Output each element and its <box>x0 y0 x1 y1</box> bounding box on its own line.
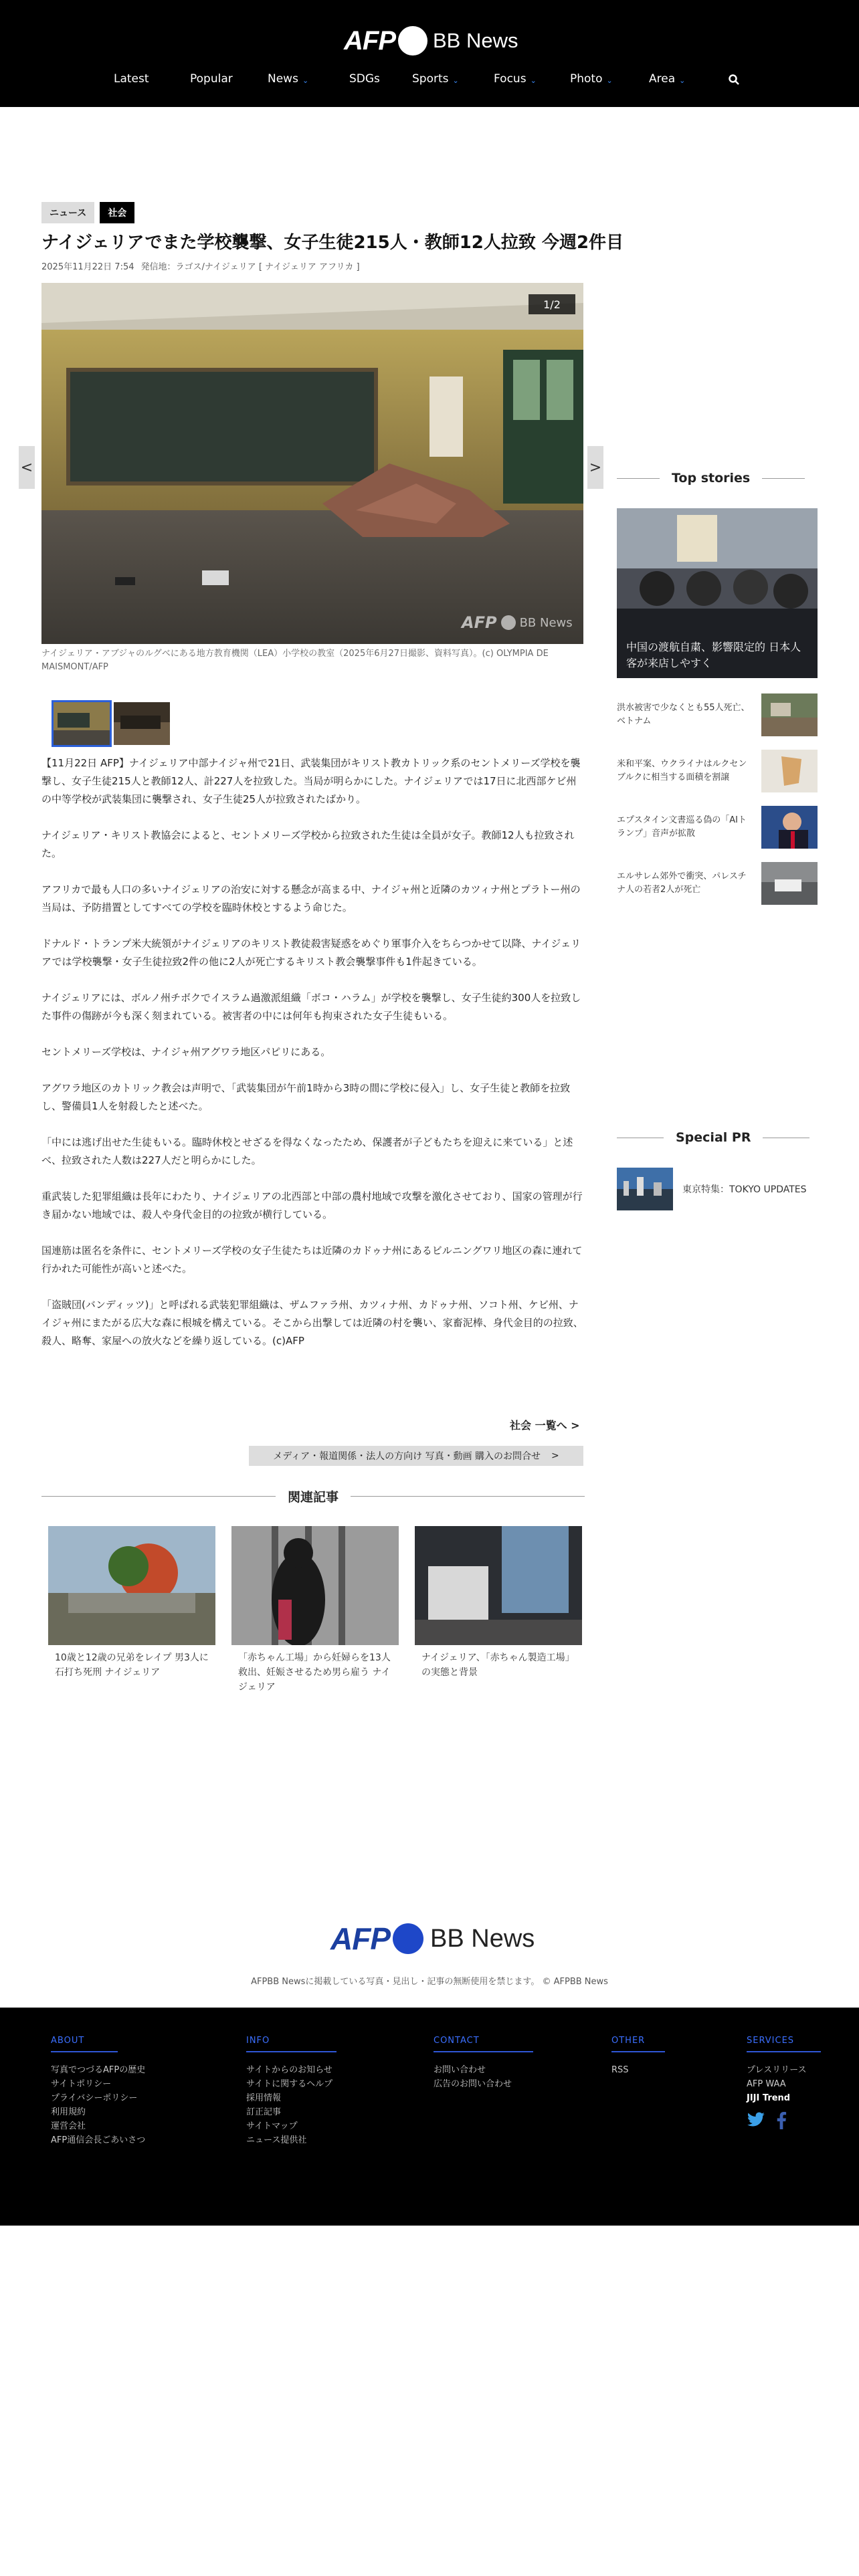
pr-image <box>617 1168 673 1210</box>
article-paragraph: ナイジェリア・キリスト教協会によると、セントメリーズ学校から拉致された生徒は全員が女子。教師12人も拉致された。 <box>41 829 575 859</box>
article-date: 2025年11月22日 7:54 <box>41 262 134 272</box>
special-pr-heading <box>617 1130 809 1145</box>
article-paragraph: 「盗賊団(バンディッツ)」と呼ばれる武装犯罪組織は、ザムファラ州、カツィナ州、カドゥナ州、ソコト州、ケビ州、ナイジャ州にまたがる広大な森に根城を構えている。そこから出撃しては近隣の村を襲い、家畜泥棒、身代金目的の拉致、殺人、略奪、家屋への放火などを繰り返している。(c)AFP <box>41 1299 583 1347</box>
photo-thumbnails <box>54 702 170 745</box>
category-list-link[interactable]: 社会 一覧へ > <box>510 1419 580 1432</box>
article-title: ナイジェリアでまた学校襲撃、女子生徒215人・教師12人拉致 今週2件目 <box>41 233 624 253</box>
footer-column-other <box>611 2033 665 2077</box>
top-story-title: 洪水被害で少なくとも55人死亡、ベトナム <box>617 703 750 726</box>
related-title: 「赤ちゃん工場」から妊婦らを13人救出、妊娠させるため男ら雇う ナイジェリア <box>238 1652 391 1693</box>
footer-link[interactable]: プライバシーポリシー <box>51 2093 138 2103</box>
footer-link[interactable]: ニュース提供社 <box>246 2135 307 2145</box>
top-story-title: 米和平案、ウクライナはルクセンブルクに相当する面積を割譲 <box>617 759 747 782</box>
chevron-down-icon: ⌄ <box>679 76 686 85</box>
site-header <box>0 0 859 107</box>
top-story-image <box>761 750 818 792</box>
divider <box>41 1496 276 1497</box>
chevron-down-icon: ⌄ <box>452 76 459 85</box>
related-card[interactable] <box>48 1526 215 1695</box>
main-nav <box>0 72 859 92</box>
top-story-image <box>761 693 818 736</box>
related-card[interactable] <box>231 1526 399 1695</box>
facebook-icon[interactable] <box>776 2112 787 2132</box>
footer-link[interactable]: プレスリリース <box>747 2065 807 2075</box>
media-contact-button[interactable] <box>249 1446 583 1466</box>
article-meta <box>41 259 360 272</box>
copyright-text: AFPBB Newsに掲載している写真・見出し・記事の無断使用を禁じます。 © AFPBB News <box>251 1977 608 1987</box>
chevron-down-icon: ⌄ <box>606 76 613 85</box>
footer-heading: OTHER <box>611 2036 665 2052</box>
tag-society[interactable]: 社会 <box>100 202 134 223</box>
top-story-title: エプスタイン文書巡る偽の「AIトランプ」音声が拡散 <box>617 815 747 839</box>
main-photo[interactable] <box>41 283 583 644</box>
footer-logo-bbnews: BB News <box>430 1924 535 1953</box>
nav-popular[interactable]: Popular <box>190 72 233 86</box>
footer-column-contact <box>434 2033 533 2091</box>
logo-bbnews: BB News <box>433 29 518 52</box>
special-pr-title: Special PR <box>676 1130 751 1145</box>
photo-counter: 1/2 <box>529 294 575 314</box>
footer-link[interactable]: 運営会社 <box>51 2121 86 2131</box>
special-pr-item[interactable] <box>617 1168 807 1210</box>
footer-heading: INFO <box>246 2036 337 2052</box>
twitter-icon[interactable] <box>747 2112 765 2132</box>
logo-afp: AFP <box>344 25 395 56</box>
footer-link[interactable]: サイトポリシー <box>51 2079 112 2089</box>
article-paragraph: セントメリーズ学校は、ナイジャ州アグワラ地区パピリにある。 <box>41 1046 331 1058</box>
top-story-item[interactable] <box>617 802 818 852</box>
footer-link[interactable]: サイトマップ <box>246 2121 298 2131</box>
related-title: 関連記事 <box>288 1490 339 1505</box>
pr-title: 東京特集：TOKYO UPDATES <box>682 1184 807 1195</box>
tag-news[interactable]: ニュース <box>41 202 94 223</box>
article-paragraph: 「中には逃げ出せた生徒もいる。臨時休校とせざるを得なくなったため、保護者が子どもたちを迎えに来ている」と述べ、拉致された人数は227人だと明らかにした。 <box>41 1136 573 1166</box>
related-title: ナイジェリア、「赤ちゃん製造工場」の実態と背景 <box>421 1652 575 1678</box>
article-paragraph: アフリカで最も人口の多いナイジェリアの治安に対する懸念が高まる中、ナイジャ州と近隣のカツィナ州とプラトー州の当局は、予防措置としてすべての学校を臨時休校とするよう命じた。 <box>41 883 581 914</box>
footer-logo-circle <box>393 1923 423 1954</box>
article-paragraph: 国連筋は匿名を条件に、セントメリーズ学校の女子生徒たちは近隣のカドゥナ州にあるビルニングワリ地区の森に連れて行かれた可能性が高いと述べた。 <box>41 1245 583 1275</box>
article-body <box>41 754 583 1368</box>
watermark-bbnews: BB News <box>519 615 573 630</box>
footer-logo[interactable] <box>330 1921 535 1957</box>
top-story-title: 中国の渡航自粛、影響限定的 日本人客が来店しやすく <box>626 641 801 669</box>
nav-sdgs[interactable]: SDGs <box>349 72 380 86</box>
top-stories-list <box>617 690 818 915</box>
photo-watermark <box>462 613 573 632</box>
chevron-down-icon: ⌄ <box>302 76 309 85</box>
nav-focus[interactable]: Focus ⌄ <box>494 72 537 86</box>
divider <box>351 1496 585 1497</box>
top-story-featured[interactable] <box>617 508 818 678</box>
related-articles <box>48 1526 582 1695</box>
search-icon[interactable] <box>728 74 741 87</box>
nav-area[interactable]: Area ⌄ <box>649 72 686 86</box>
top-stories-heading <box>617 471 805 486</box>
photo-caption: ナイジェリア・アブジャのルグベにある地方教育機関（LEA）小学校の教室（2025年6月27日撮影、資料写真）。(c) OLYMPIA DE MAISMONT/AFP <box>41 649 549 672</box>
footer-link[interactable]: サイトに関するヘルプ <box>246 2079 333 2089</box>
article-tags <box>41 202 134 223</box>
next-photo-button[interactable]: > <box>587 446 603 489</box>
footer-heading: CONTACT <box>434 2036 533 2052</box>
footer-heading: ABOUT <box>51 2036 118 2052</box>
nav-sports[interactable]: Sports ⌄ <box>412 72 459 86</box>
watermark-circle <box>501 615 516 630</box>
thumbnail-2[interactable] <box>114 702 170 745</box>
contact-label: メディア・報道関係・法人の方向け 写真・動画 購入のお問合せ <box>273 1451 541 1462</box>
social-links <box>747 2112 821 2132</box>
footer-column-info <box>246 2033 337 2147</box>
article-location: 発信地：ラゴス/ナイジェリア [ ナイジェリア アフリカ ] <box>140 262 360 272</box>
thumbnail-1[interactable] <box>54 702 110 745</box>
related-image <box>415 1526 582 1645</box>
footer-link[interactable]: RSS <box>611 2065 629 2075</box>
top-story-item[interactable] <box>617 690 818 740</box>
footer-link[interactable]: お問い合わせ <box>434 2065 486 2075</box>
top-story-image <box>761 862 818 905</box>
footer-column-services <box>747 2033 821 2132</box>
footer-link[interactable]: JIJI Trend <box>747 2093 791 2103</box>
footer-link[interactable]: 広告のお問い合わせ <box>434 2079 512 2089</box>
top-story-title: エルサレム郊外で衝突、パレスチナ人の若者2人が死亡 <box>617 871 747 895</box>
site-footer <box>0 2008 859 2226</box>
related-card[interactable] <box>415 1526 582 1695</box>
nav-photo[interactable]: Photo ⌄ <box>570 72 613 86</box>
chevron-right-icon: > <box>551 1451 559 1461</box>
footer-link[interactable]: サイトからのお知らせ <box>246 2065 332 2075</box>
divider <box>762 478 805 479</box>
nav-latest[interactable]: Latest <box>114 72 149 86</box>
chevron-down-icon: ⌄ <box>530 76 537 85</box>
top-stories-title: Top stories <box>672 471 751 486</box>
footer-link[interactable]: 採用情報 <box>246 2093 282 2103</box>
article-paragraph: 【11月22日 AFP】ナイジェリア中部ナイジャ州で21日、武装集団がキリスト教カトリック系のセントメリーズ学校を襲撃し、女子生徒215人と教師12人、計227人を拉致した。当局が明らかにした。ナイジェリアでは17日に北西部ケビ州の中等学校が武装集団に襲撃され、女子生徒25人が拉致されたばかり。 <box>41 757 581 805</box>
related-image <box>48 1526 215 1645</box>
logo-circle <box>398 26 427 56</box>
top-story-item[interactable] <box>617 859 818 908</box>
related-title: 10歳と12歳の兄弟をレイプ 男3人に石打ち死刑 ナイジェリア <box>55 1652 209 1678</box>
top-story-item[interactable] <box>617 746 818 796</box>
article-paragraph: ドナルド・トランプ米大統領がナイジェリアのキリスト教徒殺害疑惑をめぐり軍事介入をちらつかせて以降、ナイジェリアでは学校襲撃・女子生徒拉致2件の他に2人が死亡するキリスト教会襲撃事件も1件起きている。 <box>41 938 581 968</box>
footer-column-about <box>51 2033 145 2147</box>
article-paragraph: 重武装した犯罪組織は長年にわたり、ナイジェリアの北西部と中部の農村地域で攻撃を激化させており、国家の管理が行き届かない地域では、殺人や身代金目的の拉致が横行している。 <box>41 1190 583 1220</box>
article-paragraph: ナイジェリアには、ボルノ州チボクでイスラム過激派組織「ボコ・ハラム」が学校を襲撃し、女子生徒約300人を拉致した事件の傷跡が今も深く刻まれている。被害者の中には何年も拘束された女子生徒もいる。 <box>41 992 581 1022</box>
footer-link[interactable]: AFP通信会長ごあいさつ <box>51 2135 146 2145</box>
related-heading <box>41 1487 585 1505</box>
related-image <box>231 1526 399 1645</box>
site-logo[interactable] <box>344 25 518 56</box>
top-story-image <box>761 806 818 849</box>
footer-link[interactable]: 訂正記事 <box>246 2107 282 2117</box>
watermark-afp: AFP <box>462 613 497 632</box>
footer-link[interactable]: 写真でつづるAFPの歴史 <box>51 2065 146 2075</box>
article-paragraph: アグワラ地区のカトリック教会は声明で、「武装集団が午前1時から3時の間に学校に侵入」し、女子生徒と教師を拉致し、警備員1人を射殺したと述べた。 <box>41 1082 571 1112</box>
prev-photo-button[interactable]: < <box>19 446 35 489</box>
footer-logo-afp: AFP <box>330 1921 390 1956</box>
divider <box>617 478 660 479</box>
footer-link[interactable]: AFP WAA <box>747 2079 786 2089</box>
footer-heading: SERVICES <box>747 2036 821 2052</box>
footer-link[interactable]: 利用規約 <box>51 2107 86 2117</box>
nav-news[interactable]: News ⌄ <box>268 72 309 86</box>
